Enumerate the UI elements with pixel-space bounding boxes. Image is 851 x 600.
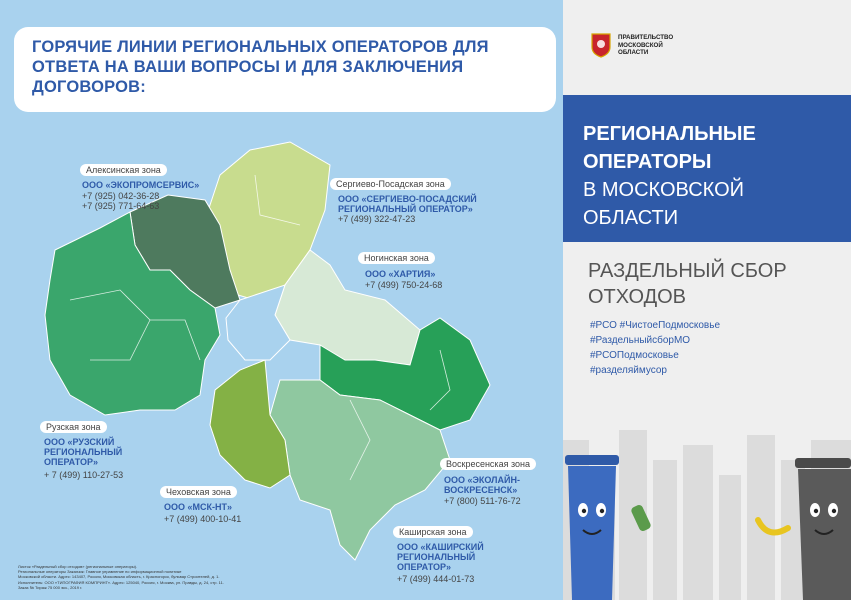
- zone-tag-voskresensk: Воскресенская зона: [440, 458, 536, 470]
- zone-tag-noginsk: Ногинская зона: [358, 252, 435, 264]
- zone-tag-aleksin: Алексинская зона: [80, 164, 167, 176]
- phones-noginsk: +7 (499) 750-24-68: [365, 280, 443, 290]
- grey-bin-icon: [795, 458, 851, 600]
- title-block: [563, 95, 851, 242]
- zone-tag-sergiev-posad: Сергиево-Посадская зона: [330, 178, 451, 190]
- print-footnote: Листок «Раздельный сбор отходов» (региональные операторы). Региональные операторы Заказчик: Главное управление по информационной политике Московской области. Адрес: 143407, Россия, Московская область, г. Красногорск, бульвар Строителей, д. 1. Исполнитель: ООО «ТИПОГРАФИЯ КОМПРИНТ». Адрес: 125040, Россия, г. Москва, ул. Правды, д. 24, стр. 11. Заказ № Тираж 75 000 экз., 2019 г.: [18, 564, 224, 590]
- panel-title-rest: В МОСКОВСКОЙ ОБЛАСТИ: [583, 179, 745, 229]
- blue-bin-icon: [565, 455, 619, 600]
- phones-ruza: + 7 (499) 110-27-53: [44, 470, 124, 480]
- phones-chekhov: +7 (499) 400-10-41: [164, 514, 242, 524]
- government-name: ПРАВИТЕЛЬСТВО МОСКОВСКОЙ ОБЛАСТИ: [618, 34, 674, 56]
- panel-subtitle: РАЗДЕЛЬНЫЙ СБОР ОТХОДОВ: [588, 260, 787, 308]
- operator-chekhov: ООО «МСК-НТ»: [164, 502, 232, 512]
- operator-voskresensk: ООО «ЭКОЛАЙН- ВОСКРЕСЕНСК»: [444, 475, 520, 495]
- operator-sergiev-posad: ООО «СЕРГИЕВО-ПОСАДСКИЙ РЕГИОНАЛЬНЫЙ ОПЕРАТОР»: [338, 194, 477, 214]
- zone-tag-chekhov: Чеховская зона: [160, 486, 237, 498]
- zone-tag-ruza: Рузская зона: [40, 421, 107, 433]
- phones-kashira: +7 (499) 444-01-73: [397, 574, 475, 584]
- phones-sergiev-posad: +7 (499) 322-47-23: [338, 214, 416, 224]
- operator-kashira: ООО «КАШИРСКИЙ РЕГИОНАЛЬНЫЙ ОПЕРАТОР»: [397, 542, 484, 572]
- phones-aleksin: +7 (925) 042-36-28 +7 (925) 771-64-63: [82, 191, 160, 211]
- operator-ruza: ООО «РУЗСКИЙ РЕГИОНАЛЬНЫЙ ОПЕРАТОР»: [44, 437, 123, 467]
- phones-voskresensk: +7 (800) 511-76-72: [444, 496, 521, 506]
- hotlines-title: ГОРЯЧИЕ ЛИНИИ РЕГИОНАЛЬНЫХ ОПЕРАТОРОВ ДЛЯ ОТВЕТА НА ВАШИ ВОПРОСЫ И ДЛЯ ЗАКЛЮЧЕНИЯ ДОГОВОРОВ:: [32, 38, 489, 96]
- zone-tag-kashira: Каширская зона: [393, 526, 473, 538]
- operator-aleksin: ООО «ЭКОПРОМСЕРВИС»: [82, 180, 200, 190]
- panel-title-bold: РЕГИОНАЛЬНЫЕ ОПЕРАТОРЫ: [583, 123, 756, 173]
- panel-hashtags: #РСО #ЧистоеПодмосковье #РаздельныйсборМО #РСОПодмосковье #разделяймусор: [590, 320, 721, 376]
- waste-bins-illustration: [563, 400, 851, 600]
- panel-title: [583, 120, 838, 232]
- operator-noginsk: ООО «ХАРТИЯ»: [365, 269, 436, 279]
- moscow-oblast-emblem-icon: [590, 32, 612, 58]
